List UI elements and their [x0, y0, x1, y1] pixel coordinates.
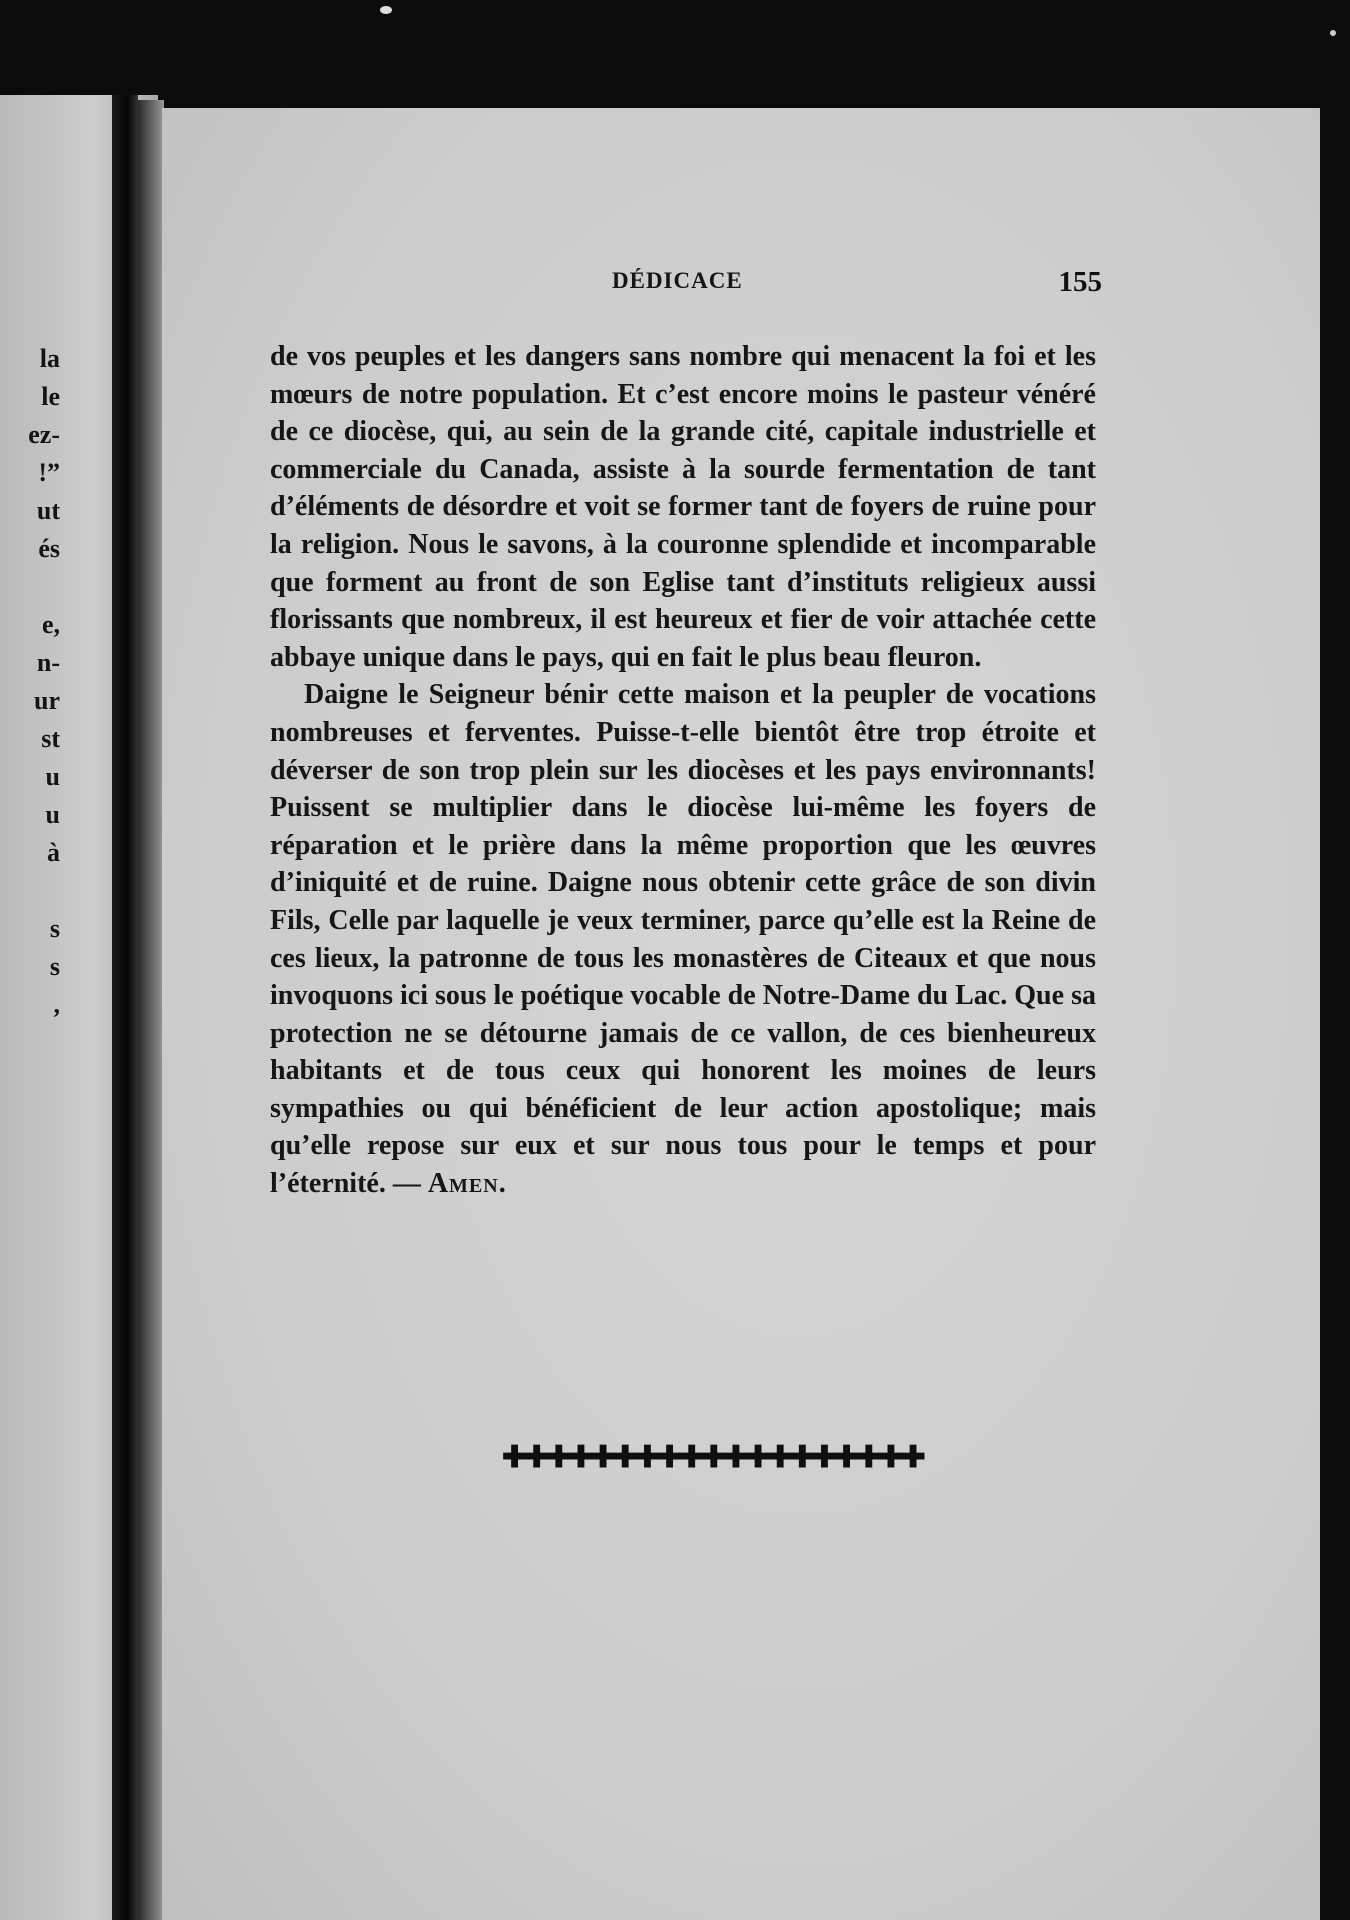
left-page-fragment: e,	[41, 610, 60, 639]
left-page-fragment: ,	[53, 990, 60, 1019]
book-spine	[112, 95, 138, 1920]
left-page-fragment: !”	[38, 458, 60, 487]
left-page-fragment: le	[41, 382, 60, 411]
left-page-fragment	[0, 872, 60, 910]
ornamental-rule: ✚✚✚✚✚✚✚✚✚✚✚✚✚✚✚✚✚✚✚	[502, 1441, 923, 1474]
left-page-text-fragments	[0, 340, 60, 1024]
running-head	[272, 268, 1102, 308]
left-page-fragment: st	[41, 724, 60, 753]
left-page-fragment: la	[39, 344, 60, 373]
left-page-fragment	[0, 568, 60, 606]
left-page-fragment: s	[49, 952, 60, 981]
left-page-fragment: és	[38, 534, 60, 563]
paragraph	[270, 676, 1096, 1202]
left-page-fragment: s	[49, 914, 60, 943]
left-page-fragment: u	[45, 800, 60, 829]
left-page-fragment: ur	[34, 686, 60, 715]
page-edge	[138, 100, 164, 1920]
running-title: DÉDICACE	[612, 268, 743, 293]
paragraph: de vos peuples et les dangers sans nombre qui menacent la foi et les mœurs de notre population. Et c’est encore moins le pasteur vénéré de ce diocèse, qui, au sein de la grande cité, capitale industrielle et commerciale du Canada, assiste à la sourde fermentation de tant d’éléments de désordre et voit se former tant de foyers de ruine pour la religion. Nous le savons, à la couronne splendide et incomparable que forment au front de son Eglise tant d’instituts religieux aussi florissants que nombreux, il est heureux et fier de voir attachée cette abbaye unique dans le pays, qui en fait le plus beau fleuron.	[270, 341, 1096, 673]
page-number: 155	[1058, 266, 1102, 298]
body-text	[270, 338, 1096, 1203]
closing-word: Amen.	[427, 1168, 507, 1200]
paragraph-text: Daigne le Seigneur bénir cette maison et la peupler de vocations nombreuses et ferventes. Puisse-t-elle bientôt être trop étroite et déverser de son trop plein sur les diocèses et les pays environnants! Puissent se multiplier dans le diocèse lui-même les foyers de réparation et le prière dans la même proportion que les œuvres d’iniquité et de ruine. Daigne nous obtenir cette grâce de son divin Fils, Celle par laquelle je veux terminer, parce qu’elle est la Reine de ces lieux, la patronne de tous les monastères de Citeaux et que nous invoquons ici sous le poétique vocable de Notre-Dame du Lac. Que sa protection ne se détourne jamais de ce vallon, de ces bienheureux habitants et de tous ceux qui honorent les moines de leurs sympathies ou qui bénéficient de leur action apostolique; mais qu’elle repose sur eux et sur nous tous pour le temps et pour l’éternité. —	[270, 679, 1096, 1200]
left-page-fragment: ez-	[28, 420, 60, 449]
left-page-fragment: u	[45, 762, 60, 791]
left-page-fragment: n-	[36, 648, 60, 677]
left-page-fragment: ut	[36, 496, 60, 525]
dust-speck	[1330, 30, 1336, 36]
dust-speck	[380, 6, 392, 14]
left-page-fragment: à	[47, 838, 60, 867]
